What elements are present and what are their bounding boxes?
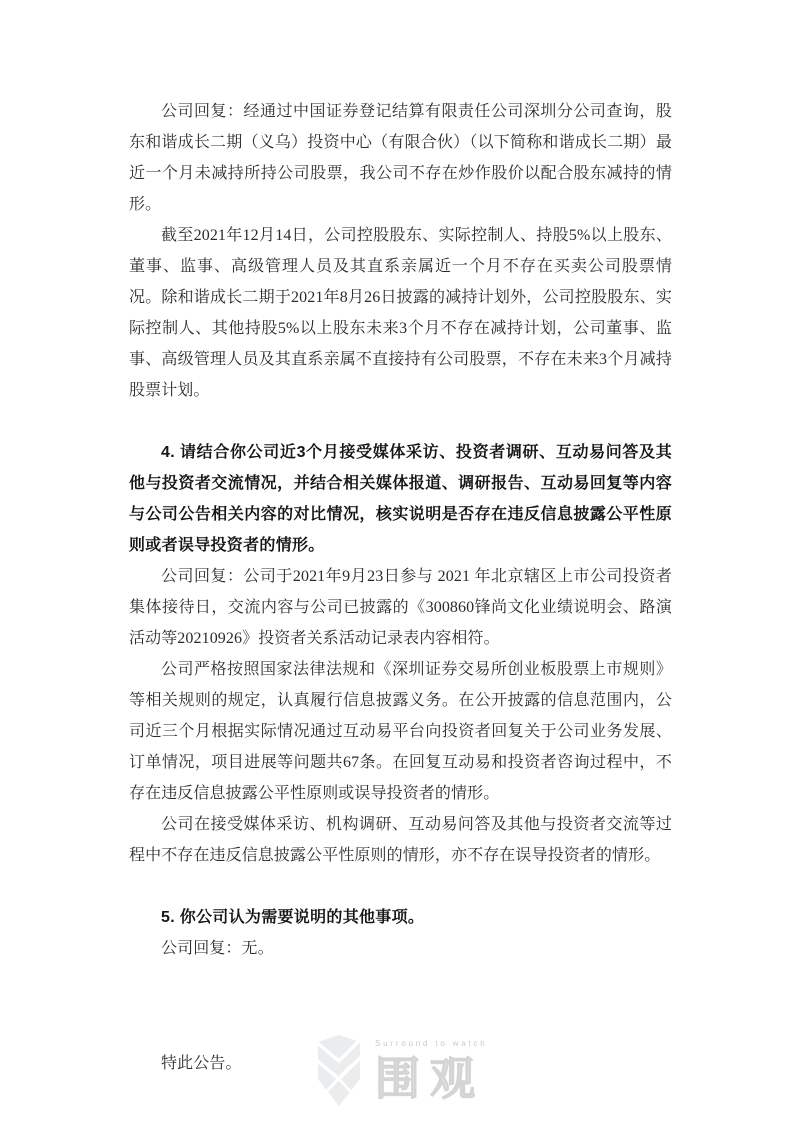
paragraph-body: 公司回复：无。 — [161, 940, 274, 957]
watermark-shield-icon — [318, 1034, 360, 1107]
watermark-brand: 围观 — [375, 1053, 486, 1104]
watermark-tagline: Surround to watch — [375, 1039, 488, 1048]
document-body — [129, 96, 672, 1079]
paragraph-body: 公司在接受媒体采访、机构调研、互动易问答及其他与投资者交流等过程中不存在违反信息披露公平性原则的情形，亦不存在误导投资者的情形。 — [129, 816, 672, 864]
watermark — [318, 1034, 488, 1107]
paragraph-body: 公司严格按照国家法律法规和《深圳证券交易所创业板股票上市规则》等相关规则的规定，认真履行信息披露义务。在公开披露的信息范围内，公司近三个月根据实际情况通过互动易平台向投资者回复关于公司业务发展、订单情况，项目进展等问题共67条。在回复互动易和投资者咨询过程中，不存在违反信息披露公平性原则或误导投资者的情形。 — [129, 661, 672, 802]
paragraph-body: 公司回复：经通过中国证券登记结算有限责任公司深圳分公司查询，股东和谐成长二期（义乌）投资中心（有限合伙）（以下简称和谐成长二期）最近一个月未减持所持公司股票，我公司不存在炒作股价以配合股东减持的情形。 — [129, 103, 672, 213]
paragraph-question: 5. 你公司认为需要说明的其他事项。 — [161, 909, 425, 926]
paragraph-closing: 特此公告。 — [161, 1055, 242, 1072]
paragraph-body: 公司回复：公司于2021年9月23日参与 2021 年北京辖区上市公司投资者集体接待日，交流内容与公司已披露的《300860锋尚文化业绩说明会、路演活动等20210926》投资者关系活动记录表内容相符。 — [129, 568, 672, 647]
paragraph-question: 4. 请结合你公司近3个月接受媒体采访、投资者调研、互动易问答及其他与投资者交流情况，并结合相关媒体报道、调研报告、互动易回复等内容与公司公告相关内容的对比情况，核实说明是否存在违反信息披露公平性原则或者误导投资者的情形。 — [129, 444, 672, 554]
watermark-text-block — [375, 1034, 488, 1104]
paragraph-body: 截至2021年12月14日，公司控股股东、实际控制人、持股5%以上股东、董事、监事、高级管理人员及其直系亲属近一个月不存在买卖公司股票情况。除和谐成长二期于2021年8月26日披露的减持计划外，公司控股股东、实际控制人、其他持股5%以上股东未来3个月不存在减持计划，公司董事、监事、高级管理人员及其直系亲属不直接持有公司股票，不存在未来3个月减持股票计划。 — [129, 227, 672, 399]
